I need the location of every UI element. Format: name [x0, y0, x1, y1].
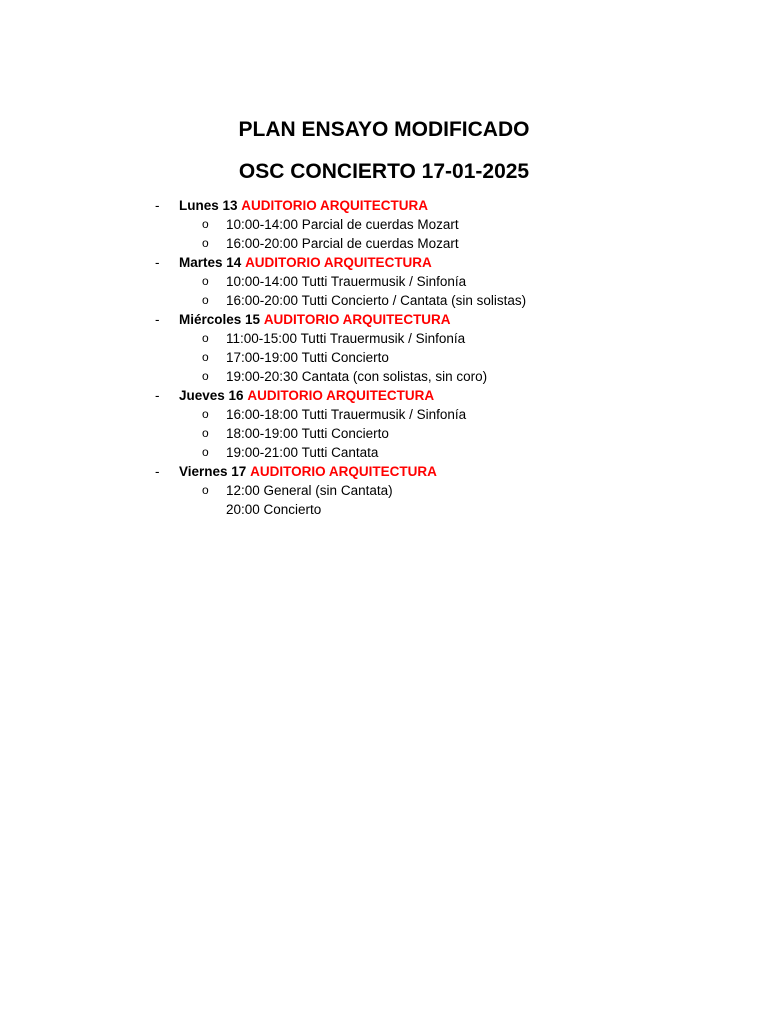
day-row-jueves — [0, 386, 768, 405]
rehearsal-text: 16:00-20:00 Parcial de cuerdas Mozart — [226, 236, 459, 251]
rehearsal-item — [0, 329, 768, 348]
circle-bullet: o — [202, 331, 209, 345]
dash-bullet: - — [155, 255, 160, 270]
dash-bullet: - — [155, 312, 160, 327]
rehearsal-item — [0, 367, 768, 386]
circle-bullet: o — [202, 407, 209, 421]
rehearsal-text: 20:00 Concierto — [226, 502, 322, 517]
day-name: Martes 14 — [179, 255, 242, 270]
rehearsal-text: 12:00 General (sin Cantata) — [226, 483, 393, 498]
rehearsal-text: 17:00-19:00 Tutti Concierto — [226, 350, 389, 365]
rehearsal-item — [0, 500, 768, 519]
dash-bullet: - — [155, 198, 160, 213]
dash-bullet: - — [155, 464, 160, 479]
rehearsal-text: 10:00-14:00 Parcial de cuerdas Mozart — [226, 217, 459, 232]
circle-bullet: o — [202, 217, 209, 231]
rehearsal-item — [0, 348, 768, 367]
circle-bullet: o — [202, 426, 209, 440]
rehearsal-schedule — [0, 196, 768, 519]
rehearsal-item — [0, 291, 768, 310]
document-subtitle: OSC CONCIERTO 17-01-2025 — [238, 160, 530, 183]
day-row-miercoles — [0, 310, 768, 329]
rehearsal-item — [0, 234, 768, 253]
circle-bullet: o — [202, 483, 209, 497]
rehearsal-item — [0, 443, 768, 462]
rehearsal-text: 16:00-20:00 Tutti Concierto / Cantata (sin solistas) — [226, 293, 527, 308]
rehearsal-item — [0, 424, 768, 443]
rehearsal-text: 10:00-14:00 Tutti Trauermusik / Sinfonía — [226, 274, 467, 289]
day-name: Lunes 13 — [179, 198, 238, 213]
rehearsal-item — [0, 215, 768, 234]
circle-bullet: o — [202, 236, 209, 250]
rehearsal-text: 19:00-21:00 Tutti Cantata — [226, 445, 379, 460]
rehearsal-item — [0, 481, 768, 500]
dash-bullet: - — [155, 388, 160, 403]
day-name: Miércoles 15 — [179, 312, 261, 327]
venue-label: AUDITORIO ARQUITECTURA — [241, 198, 429, 213]
venue-label: AUDITORIO ARQUITECTURA — [263, 312, 451, 327]
circle-bullet: o — [202, 274, 209, 288]
venue-label: AUDITORIO ARQUITECTURA — [247, 388, 435, 403]
document-title: PLAN ENSAYO MODIFICADO — [238, 118, 530, 141]
circle-bullet: o — [202, 369, 209, 383]
rehearsal-text: 11:00-15:00 Tutti Trauermusik / Sinfonía — [226, 331, 466, 346]
rehearsal-text: 16:00-18:00 Tutti Trauermusik / Sinfonía — [226, 407, 467, 422]
venue-label: AUDITORIO ARQUITECTURA — [250, 464, 437, 479]
circle-bullet: o — [202, 445, 209, 459]
day-row-lunes — [0, 196, 768, 215]
rehearsal-text: 18:00-19:00 Tutti Concierto — [226, 426, 389, 441]
day-row-martes — [0, 253, 768, 272]
day-row-viernes — [0, 462, 768, 481]
circle-bullet: o — [202, 293, 209, 307]
venue-label: AUDITORIO ARQUITECTURA — [245, 255, 432, 270]
circle-bullet: o — [202, 350, 209, 364]
rehearsal-item — [0, 272, 768, 291]
rehearsal-text: 19:00-20:30 Cantata (con solistas, sin coro) — [226, 369, 488, 384]
day-name: Viernes 17 — [179, 464, 247, 479]
day-name: Jueves 16 — [179, 388, 244, 403]
rehearsal-item — [0, 405, 768, 424]
